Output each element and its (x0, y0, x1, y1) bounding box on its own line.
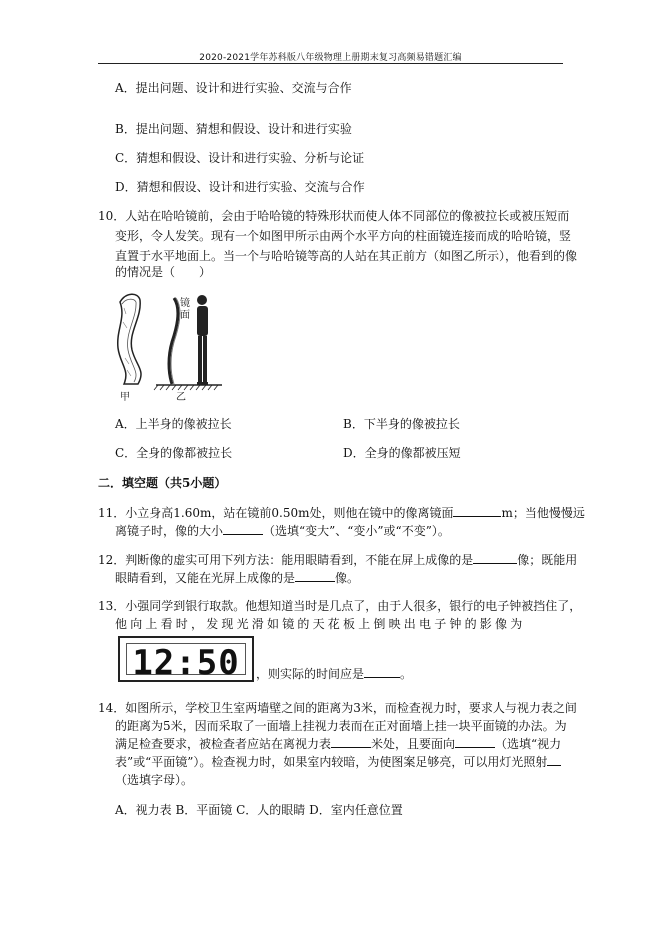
fig-label-jia: 甲 (120, 392, 130, 403)
clock-display (126, 643, 246, 683)
q12-text-1a: 12．判断像的虚实可用下列方法：能用眼睛看到，不能在屏上成像的是 (98, 553, 474, 567)
q11-line1 (98, 505, 585, 521)
q14-text-3a: 满足检查要求，被检查者应站在离视力表 (115, 737, 332, 751)
q10-option-c: C．全身的像都被拉长 (115, 446, 233, 460)
q14-line3 (115, 736, 561, 752)
q11-text-1a: 11．小立身高1.60m，站在镜前0.50m处，则他在镜中的像离镜面 (98, 506, 454, 520)
q10-line3: 直置于水平地面上。当一个与哈哈镜等高的人站在其正前方（如图乙所示），他看到的像 (115, 249, 578, 263)
q13-line3 (256, 666, 412, 682)
q11-text-2b: （选填“变大”、“变小”或“不变”）。 (263, 524, 450, 538)
q12-blank-2 (295, 570, 335, 582)
q13-text-3a: ，则实际的时间应是 (256, 667, 365, 681)
q14-blank-3 (547, 754, 561, 766)
q13-line1: 13．小强同学到银行取款。他想知道当时是几点了，由于人很多，银行的电子钟被挡住了， (98, 599, 582, 613)
q9-option-d: D．猜想和假设、设计和进行实验、交流与合作 (115, 180, 365, 194)
q14-blank-2 (455, 736, 495, 748)
q11-text-1b: m；当他慢慢远 (501, 506, 585, 520)
q11-blank-2 (223, 523, 263, 535)
q13-line2: 他向上看时，发现光滑如镜的天花板上倒映出电子钟的影像为 (115, 617, 526, 631)
funhouse-mirror-figure (112, 288, 222, 403)
q9-option-b: B．提出问题、猜想和假设、设计和进行实验 (115, 122, 352, 136)
q10-line2: 变形，令人发笑。现有一个如图甲所示由两个水平方向的柱面镜连接而成的哈哈镜，竖 (115, 229, 572, 243)
q10-option-b: B．下半身的像被拉长 (343, 417, 460, 431)
q12-text-2a: 眼睛看到，又能在光屏上成像的是 (115, 571, 296, 585)
q12-blank-1 (473, 552, 517, 564)
q11-line2 (115, 523, 450, 539)
q12-line1 (98, 552, 577, 568)
fig-label-jing: 镜 (180, 298, 190, 309)
q14-text-4a: 表”或“平面镜”）。检查视力时，如果室内较暗，为使图案足够亮，可以用灯光照射 (115, 755, 548, 769)
header-rule (98, 63, 563, 64)
q14-text-3b: 米处，且要面向 (371, 737, 456, 751)
fig-label-mian: 面 (180, 310, 190, 321)
q14-line4 (115, 754, 561, 770)
q10-line4: 的情况是（ ） (115, 265, 212, 279)
mirrored-clock-image (118, 636, 254, 682)
q9-option-c: C．猜想和假设、设计和进行实验、分析与论证 (115, 151, 365, 165)
q14-line5: （选填字母）。 (115, 773, 194, 787)
q12-text-2b: 像。 (335, 571, 360, 585)
q14-blank-1 (331, 736, 371, 748)
q10-option-d: D．全身的像都被压短 (343, 446, 461, 460)
fig-label-yi: 乙 (176, 392, 186, 403)
q13-blank (364, 666, 400, 678)
section-title-fill-in: 二．填空题（共5小题） (98, 476, 227, 490)
q14-options: A．视力表 B．平面镜 C．人的眼睛 D．室内任意位置 (115, 803, 403, 817)
q14-line1: 14．如图所示，学校卫生室两墙壁之间的距离为3米，而检查视力时，要求人与视力表之间 (98, 701, 577, 715)
q11-text-2a: 离镜子时，像的大小 (115, 524, 224, 538)
q11-blank-1 (453, 505, 501, 517)
q12-text-1b: 像；既能用 (517, 553, 578, 567)
q9-option-a: A．提出问题、设计和进行实验、交流与合作 (115, 81, 352, 95)
q10-option-a: A．上半身的像被拉长 (115, 417, 232, 431)
q12-line2 (115, 570, 359, 586)
funhouse-mirror-drawing (112, 288, 222, 398)
page-header: 2020-2021学年苏科版八年级物理上册期末复习高频易错题汇编 (199, 53, 462, 63)
q14-line2: 的距离为5米，因而采取了一面墙上挂视力表而在正对面墙上挂一块平面镜的办法。为 (115, 719, 567, 733)
q14-text-3c: （选填“视力 (495, 737, 562, 751)
q13-text-3b: 。 (400, 667, 413, 681)
clock-digits: 12:50 (132, 643, 240, 683)
q10-line1: 10．人站在哈哈镜前，会由于哈哈镜的特殊形状而使人体不同部位的像被拉长或被压短而 (98, 209, 570, 223)
